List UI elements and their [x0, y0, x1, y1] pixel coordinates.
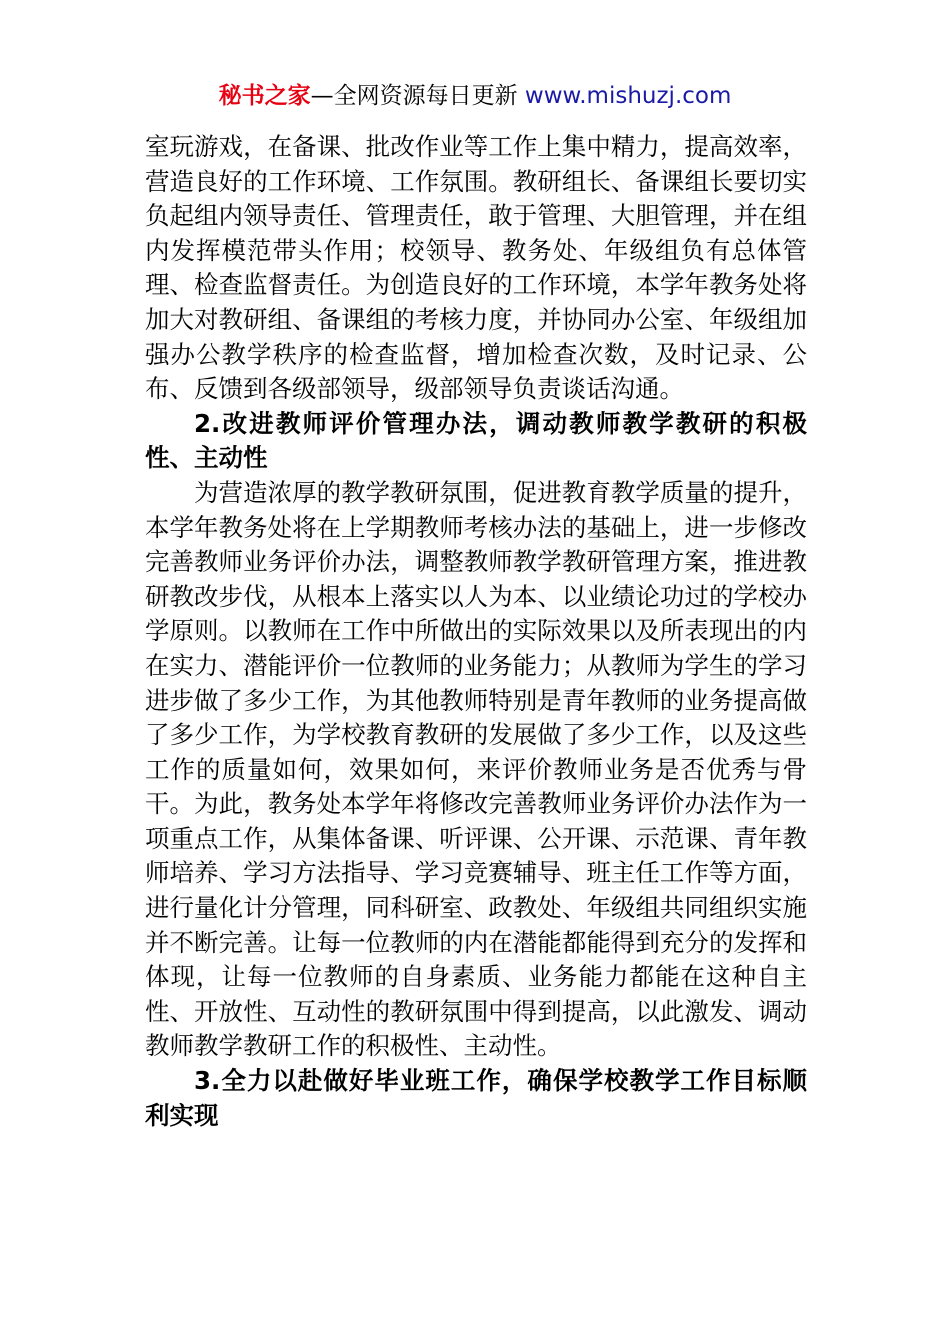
page-header [0, 80, 950, 112]
document-body [145, 130, 807, 1133]
header-slogan: —全网资源每日更新 [310, 83, 518, 109]
section-heading-2: 2.改进教师评价管理办法，调动教师教学教研的积极性、主动性 [145, 408, 807, 473]
paragraph-section-2: 为营造浓厚的教学教研氛围，促进教育教学质量的提升，本学年教务处将在上学期教师考核办法的基础上，进一步修改完善教师业务评价办法，调整教师教学教研管理方案，推进教研教改步伐，从根本上落实以人为本、以业绩论功过的学校办学原则。以教师在工作中所做出的实际效果以及所表现出的内在实力、潜能评价一位教师的业务能力；从教师为学生的学习进步做了多少工作，为其他教师特别是青年教师的业务提高做了多少工作，为学校教育教研的发展做了多少工作，以及这些工作的质量如何，效果如何，来评价教师业务是否优秀与骨干。为此，教务处本学年将修改完善教师业务评价办法作为一项重点工作，从集体备课、听评课、公开课、示范课、青年教师培养、学习方法指导、学习竞赛辅导、班主任工作等方面，进行量化计分管理，同科研室、政教处、年级组共同组织实施并不断完善。让每一位教师的内在潜能都能得到充分的发挥和体现，让每一位教师的自身素质、业务能力都能在这种自主性、开放性、互动性的教研氛围中得到提高，以此激发、调动教师教学教研工作的积极性、主动性。 [145, 477, 807, 1061]
section-heading-3: 3.全力以赴做好毕业班工作，确保学校教学工作目标顺利实现 [145, 1066, 807, 1130]
header-brand: 秘书之家 [218, 83, 311, 109]
header-site-link[interactable]: www.mishuzj.com [524, 83, 732, 109]
paragraph-continued: 室玩游戏，在备课、批改作业等工作上集中精力，提高效率，营造良好的工作环境、工作氛围。教研组长、备课组长要切实负起组内领导责任、管理责任，敢于管理、大胆管理，并在组内发挥模范带头作用；校领导、教务处、年级组负有总体管理、检查监督责任。为创造良好的工作环境，本学年教务处将加大对教研组、备课组的考核力度，并协同办公室、年级组加强办公教学秩序的检查监督，增加检查次数，及时记录、公布、反馈到各级部领导，级部领导负责谈话沟通。 [145, 132, 807, 404]
